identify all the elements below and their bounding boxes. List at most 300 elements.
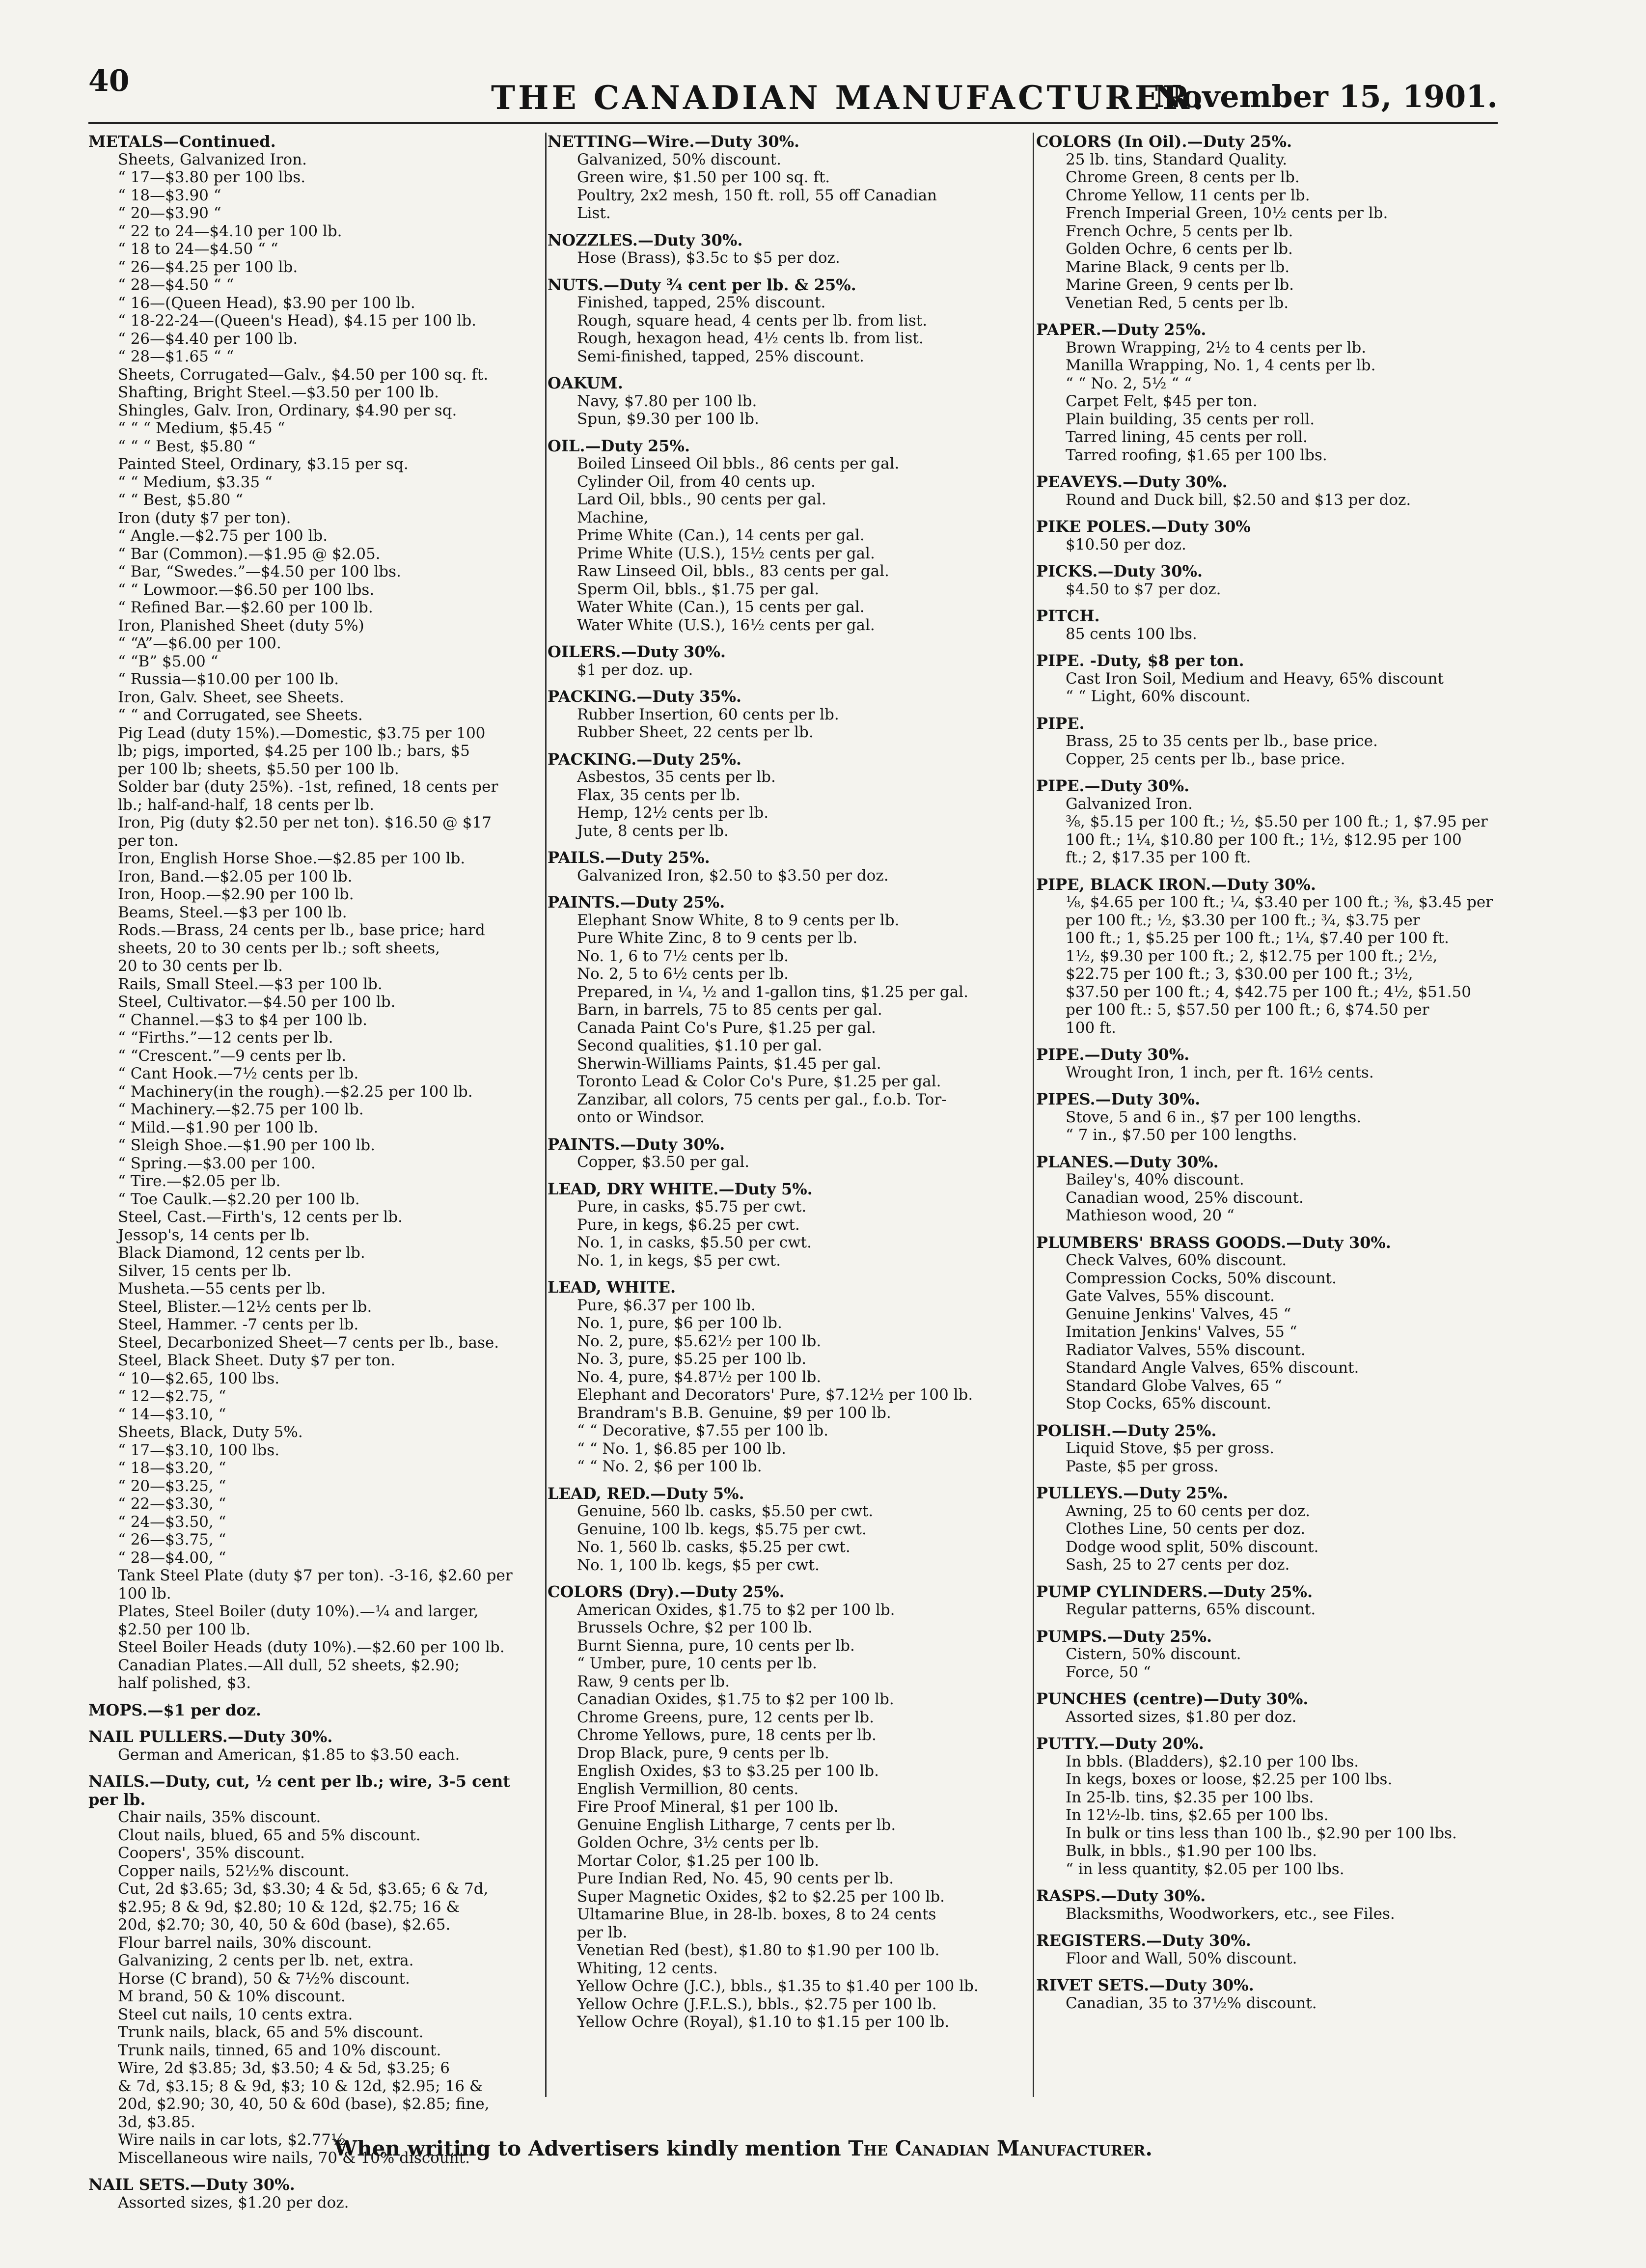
price-line: “ 22 to 24—$4.10 per 100 lb. [118,222,342,240]
price-line: Bulk, in bbls., $1.90 per 100 lbs. [1066,1842,1317,1860]
price-section [1036,1046,1498,1081]
price-line: “ Channel.—$3 to $4 per 100 lb. [118,1011,367,1029]
price-section [1036,1628,1498,1682]
price-line: Shingles, Galv. Iron, Ordinary, $4.90 per sq. [118,401,457,419]
price-section [548,276,1029,366]
price-line: Water White (Can.), 15 cents per gal. [577,598,865,616]
section-title: PUTTY.—Duty 20%. [1036,1734,1204,1753]
price-line: 100 ft.; 1¼, $10.80 per 100 ft.; 1½, $12.95 per 100 [1066,830,1462,849]
price-line: Pure, in casks, $5.75 per cwt. [577,1198,807,1216]
price-line: Poultry, 2x2 mesh, 150 ft. roll, 55 off Canadian [577,186,937,204]
price-line: Floor and Wall, 50% discount. [1066,1949,1297,1967]
price-line: per 100 lb; sheets, $5.50 per 100 lb. [118,760,399,778]
price-line: No. 1, in casks, $5.50 per cwt. [577,1234,812,1251]
section-title: PIPE, BLACK IRON.—Duty 30%. [1036,875,1316,894]
price-line: Plain building, 35 cents per roll. [1066,410,1315,428]
price-line: Super Magnetic Oxides, $2 to $2.25 per 100 lb. [577,1887,945,1906]
price-line: Brussels Ochre, $2 per 100 lb. [577,1619,813,1636]
price-line: Imitation Jenkins' Valves, 55 “ [1066,1323,1297,1341]
section-title: NAIL PULLERS.—Duty 30%. [88,1727,333,1746]
price-line: Rubber Sheet, 22 cents per lb. [577,723,814,741]
price-line: Spun, $9.30 per 100 lb. [577,410,759,428]
price-line: “ 16—(Queen Head), $3.90 per 100 lb. [118,294,415,312]
price-section [548,643,1029,679]
price-line: ⅛, $4.65 per 100 ft.; ¼, $3.40 per 100 ft.; ⅜, $3.45 per [1066,893,1493,911]
section-title: RASPS.—Duty 30%. [1036,1886,1206,1905]
price-line: Sheets, Galvanized Iron. [118,150,307,168]
column-1 [88,132,540,2212]
price-line: 100 lb. [118,1584,171,1603]
price-line: “ “Crescent.”—9 cents per lb. [118,1047,347,1065]
section-title: LEAD, WHITE. [548,1278,676,1297]
price-section [1036,1932,1498,1967]
page-number: 40 [88,64,130,98]
price-line: Horse (C brand), 50 & 7½% discount. [118,1969,410,1988]
price-line: Compression Cocks, 50% discount. [1066,1269,1337,1287]
price-line: Venetian Red (best), $1.80 to $1.90 per 100 lb. [577,1941,940,1959]
price-line: Mathieson wood, 20 “ [1066,1207,1234,1224]
column-divider [545,133,547,2097]
section-title: PICKS.—Duty 30%. [1036,562,1203,581]
price-line: Wrought Iron, 1 inch, per ft. 16½ cents. [1066,1063,1374,1081]
price-line: Iron, Hoop.—$2.90 per 100 lb. [118,885,354,903]
price-line: English Oxides, $3 to $3.25 per 100 lb. [577,1762,879,1780]
price-line: Copper, 25 cents per lb., base price. [1066,750,1345,768]
price-line: “ “ No. 1, $6.85 per 100 lb. [577,1439,786,1458]
price-line: Wire nails in car lots, $2.77½. [118,2131,351,2149]
section-title: RIVET SETS.—Duty 30%. [1036,1976,1254,1994]
price-line: Chrome Yellows, pure, 18 cents per lb. [577,1726,877,1744]
price-line: Steel, Hammer. -7 cents per lb. [118,1316,359,1333]
price-line: Pure, $6.37 per 100 lb. [577,1296,756,1314]
price-line: Steel, Decarbonized Sheet—7 cents per lb., base. [118,1333,499,1352]
price-line: “ 24—$3.50, “ [118,1513,226,1531]
price-line: Musheta.—55 cents per lb. [118,1280,326,1298]
price-line: “ “ Light, 60% discount. [1066,688,1251,705]
price-line: Shafting, Bright Steel.—$3.50 per 100 lb. [118,384,439,401]
price-line: “ 26—$4.25 per 100 lb. [118,258,298,276]
price-line: Genuine, 560 lb. casks, $5.50 per cwt. [577,1502,874,1520]
price-line: Sheets, Black, Duty 5%. [118,1423,303,1441]
price-line: lb.; half-and-half, 18 cents per lb. [118,796,374,814]
price-line: 100 ft.; 1, $5.25 per 100 ft.; 1¼, $7.40 per 100 ft. [1066,929,1449,947]
price-line: “ 18—$3.20, “ [118,1459,226,1477]
price-line: Manilla Wrapping, No. 1, 4 cents per lb. [1066,357,1376,374]
section-title: PAILS.—Duty 25%. [548,848,710,867]
price-line: “ “ No. 2, $6 per 100 lb. [577,1458,762,1475]
price-line: Fire Proof Mineral, $1 per 100 lb. [577,1798,839,1816]
price-section [88,1728,540,1764]
price-line: Blacksmiths, Woodworkers, etc., see Files. [1066,1905,1395,1923]
price-line: Brown Wrapping, 2½ to 4 cents per lb. [1066,338,1367,357]
issue-date: November 15, 1901. [1154,79,1498,114]
section-title: OILERS.—Duty 30%. [548,642,726,661]
price-line: Marine Black, 9 cents per lb. [1066,258,1290,276]
price-line: Boiled Linseed Oil bbls., 86 cents per gal. [577,455,900,472]
price-line: No. 1, in kegs, $5 per cwt. [577,1251,781,1270]
price-line: Asbestos, 35 cents per lb. [577,768,776,786]
price-line: In 25-lb. tins, $2.35 per 100 lbs. [1066,1788,1314,1806]
section-title: PIPE. -Duty, $8 per ton. [1036,651,1244,670]
price-line: Ultamarine Blue, in 28-lb. boxes, 8 to 24 cents [577,1906,936,1923]
price-line: Mortar Color, $1.25 per 100 lb. [577,1852,820,1870]
price-line: Cut, 2d $3.65; 3d, $3.30; 4 & 5d, $3.65; 6 & 7d, [118,1880,489,1898]
price-line: No. 1, 560 lb. casks, $5.25 per cwt. [577,1538,850,1556]
price-line: Canadian Oxides, $1.75 to $2 per 100 lb. [577,1690,894,1708]
price-line: Semi-finished, tapped, 25% discount. [577,347,864,365]
section-title: NUTS.—Duty ¾ cent per lb. & 25%. [548,275,856,294]
price-section [1036,652,1498,706]
price-line: “ 26—$3.75, “ [118,1531,226,1549]
price-line: Copper, $3.50 per gal. [577,1153,750,1171]
price-line: Brandram's B.B. Genuine, $9 per 100 lb. [577,1404,891,1422]
price-section [1036,1153,1498,1225]
section-title: PIPES.—Duty 30%. [1036,1090,1201,1108]
price-line: Carpet Felt, $45 per ton. [1066,392,1258,410]
price-line: “ Mild.—$1.90 per 100 lb. [118,1118,319,1136]
header-rule [88,122,1498,124]
section-title: PUNCHES (centre)—Duty 30%. [1036,1689,1309,1708]
section-title: PUMP CYLINDERS.—Duty 25%. [1036,1582,1313,1601]
price-line: Steel, Black Sheet. Duty $7 per ton. [118,1352,395,1369]
price-line: $4.50 to $7 per doz. [1066,580,1221,598]
price-line: “ “ and Corrugated, see Sheets. [118,706,363,724]
price-section [1036,1583,1498,1619]
price-line: sheets, 20 to 30 cents per lb.; soft sheets, [118,939,440,957]
section-title: NAILS.—Duty, cut, ½ cent per lb.; wire, 3-5 cent per lb. [88,1772,511,1809]
price-line: Elephant Snow White, 8 to 9 cents per lb. [577,911,900,929]
price-line: $2.95; 8 & 9d, $2.80; 10 & 12d, $2.75; 16 & [118,1898,460,1916]
price-line: Sherwin-Williams Paints, $1.45 per gal. [577,1054,881,1073]
section-title: REGISTERS.—Duty 30%. [1036,1931,1251,1950]
price-line: Force, 50 “ [1066,1663,1151,1681]
publication-title: THE CANADIAN MANUFACTURER. [491,79,1207,117]
footer-note [334,2136,1152,2160]
price-line: Cistern, 50% discount. [1066,1645,1241,1663]
price-line: Galvanized Iron, $2.50 to $3.50 per doz. [577,866,889,885]
price-line: Genuine English Litharge, 7 cents per lb. [577,1816,896,1834]
price-line: “ 17—$3.10, 100 lbs. [118,1441,280,1459]
price-line: “ 18 to 24—$4.50 “ “ [118,240,278,258]
price-line: Gate Valves, 55% discount. [1066,1287,1275,1305]
price-line: Beams, Steel.—$3 per 100 lb. [118,903,347,921]
price-line: Raw Linseed Oil, bbls., 83 cents per gal. [577,562,889,580]
price-line: Flax, 35 cents per lb. [577,786,741,804]
price-line: $10.50 per doz. [1066,535,1186,553]
price-line: “ “ “ Best, $5.80 “ [118,437,256,455]
price-line: “ “B” $5.00 “ [118,652,219,670]
price-line: Steel, Cultivator.—$4.50 per 100 lb. [118,993,396,1011]
price-line: Prime White (Can.), 14 cents per gal. [577,526,865,544]
price-line: Steel cut nails, 10 cents extra. [118,2005,353,2023]
section-title: NETTING—Wire.—Duty 30%. [548,132,800,151]
price-line: Yellow Ochre (Royal), $1.10 to $1.15 per 100 lb. [577,2013,950,2031]
price-line: $22.75 per 100 ft.; 3, $30.00 per 100 ft.; 3½, [1066,965,1413,983]
price-line: “ 28—$4.00, “ [118,1549,226,1567]
price-line: $2.50 per 100 lb. [118,1620,251,1638]
price-line: Hose (Brass), $3.5c to $5 per doz. [577,249,840,267]
price-line: Tank Steel Plate (duty $7 per ton). -3-16, $2.60 per [118,1567,513,1584]
price-section [1036,562,1498,598]
price-line: Iron, Band.—$2.05 per 100 lb. [118,867,353,885]
price-line: Rough, hexagon head, 4½ cents lb. from list. [577,330,924,347]
price-line: Iron, Planished Sheet (duty 5%) [118,616,364,635]
price-line: Iron, Galv. Sheet, see Sheets. [118,688,344,706]
price-line: Steel, Blister.—12½ cents per lb. [118,1298,372,1316]
section-title: PIPE.—Duty 30%. [1036,1045,1190,1064]
section-title: MOPS.—$1 per doz. [88,1700,261,1719]
price-section [548,133,1029,222]
price-section [88,1772,540,2167]
section-title: PIKE POLES.—Duty 30% [1036,517,1251,536]
price-section [548,750,1029,840]
price-line: “ “ “ Medium, $5.45 “ [118,419,285,437]
price-line: Sheets, Corrugated—Galv., $4.50 per 100 sq. ft. [118,365,489,384]
price-line: Yellow Ochre (J.C.), bbls., $1.35 to $1.40 per 100 lb. [577,1977,979,1995]
price-line: Canada Paint Co's Pure, $1.25 per gal. [577,1019,876,1037]
price-line: 100 ft. [1066,1019,1116,1037]
section-title: OAKUM. [548,374,623,392]
price-line: Bailey's, 40% discount. [1066,1171,1244,1189]
price-line: “ Russia—$10.00 per 100 lb. [118,670,339,688]
price-line: Toronto Lead & Color Co's Pure, $1.25 per gal. [577,1073,941,1090]
price-line: “ “ Lowmoor.—$6.50 per 100 lbs. [118,581,375,599]
price-line: “ “ No. 2, 5½ “ “ [1066,374,1192,392]
price-line: Assorted sizes, $1.80 per doz. [1066,1708,1297,1726]
section-title: PAPER.—Duty 25%. [1036,320,1207,339]
price-line: “ 14—$3.10, “ [118,1405,226,1423]
price-line: Zanzibar, all colors, 75 cents per gal., f.o.b. Tor- [577,1090,947,1108]
section-title: NAIL SETS.—Duty 30%. [88,2175,295,2194]
price-line: Canadian Plates.—All dull, 52 sheets, $2.90; [118,1656,460,1674]
price-line: per 100 ft.: 5, $57.50 per 100 ft.; 6, $74.50 per [1066,1001,1429,1019]
price-line: In bulk or tins less than 100 lb., $2.90 per 100 lbs. [1066,1824,1457,1842]
price-line: “ 10—$2.65, 100 lbs. [118,1369,280,1387]
section-title: PACKING.—Duty 35%. [548,687,741,706]
price-line: 85 cents 100 lbs. [1066,625,1197,643]
price-section [88,133,540,1692]
price-line: Galvanizing, 2 cents per lb. net, extra. [118,1952,414,1969]
price-line: & 7d, $3.15; 8 & 9d, $3; 10 & 12d, $2.95; 16 & [118,2077,483,2095]
price-line: “ 17—$3.80 per 100 lbs. [118,168,306,186]
price-section [1036,1484,1498,1574]
price-section [548,231,1029,267]
price-section [88,1701,540,1719]
price-line: No. 1, pure, $6 per 100 lb. [577,1314,782,1332]
price-line: Clout nails, blued, 65 and 5% discount. [118,1826,421,1844]
section-title: PEAVEYS.—Duty 30%. [1036,472,1228,491]
price-line: “ 7 in., $7.50 per 100 lengths. [1066,1126,1297,1144]
price-line: Burnt Sienna, pure, 10 cents per lb. [577,1636,855,1655]
price-line: 3d, $3.85. [118,2113,195,2131]
price-line: Chrome Yellow, 11 cents per lb. [1066,186,1310,204]
price-line: $37.50 per 100 ft.; 4, $42.75 per 100 ft.; 4½, $51.50 [1066,983,1471,1001]
price-line: Wire, 2d $3.85; 3d, $3.50; 4 & 5d, $3.25; 6 [118,2059,450,2077]
price-line: Plates, Steel Boiler (duty 10%).—¼ and larger, [118,1603,479,1620]
section-title: PIPE. [1036,714,1085,733]
price-line: “ in less quantity, $2.05 per 100 lbs. [1066,1860,1344,1878]
price-line: Stop Cocks, 65% discount. [1066,1395,1271,1412]
price-line: Pure, in kegs, $6.25 per cwt. [577,1216,800,1234]
price-line: Stove, 5 and 6 in., $7 per 100 lengths. [1066,1108,1362,1126]
price-line: Hemp, 12½ cents per lb. [577,804,769,822]
section-title: LEAD, RED.—Duty 5%. [548,1484,744,1503]
price-line: Jessop's, 14 cents per lb. [118,1226,310,1244]
column-2 [548,133,1029,2146]
price-line: Iron, Pig (duty $2.50 per net ton). $16.50 @ $17 [118,814,492,831]
price-line: Cylinder Oil, from 40 cents up. [577,472,816,491]
section-title: PITCH. [1036,607,1100,625]
price-line: Golden Ochre, 3½ cents per lb. [577,1834,819,1852]
price-section [1036,321,1498,464]
price-line: Pure White Zinc, 8 to 9 cents per lb. [577,929,858,947]
price-section [1036,607,1498,643]
price-line: Sperm Oil, bbls., $1.75 per gal. [577,580,820,598]
price-line: Steel Boiler Heads (duty 10%).—$2.60 per 100 lb. [118,1638,505,1656]
price-line: Canadian wood, 25% discount. [1066,1189,1304,1207]
section-title: POLISH.—Duty 25%. [1036,1421,1217,1440]
section-title: PAINTS.—Duty 25%. [548,893,725,912]
price-section [1036,1735,1498,1878]
price-line: Venetian Red, 5 cents per lb. [1066,294,1289,312]
price-line: “ 28—$1.65 “ “ [118,348,234,365]
section-title: NOZZLES.—Duty 30%. [548,230,743,249]
price-line: Chrome Green, 8 cents per lb. [1066,168,1300,186]
price-line: “ 28—$4.50 “ “ [118,276,234,294]
price-line: “ Sleigh Shoe.—$1.90 per 100 lb. [118,1136,375,1154]
section-title: PULLEYS.—Duty 25%. [1036,1484,1228,1502]
price-line: Standard Globe Valves, 65 “ [1066,1377,1282,1395]
price-section [548,374,1029,428]
price-line: Prepared, in ¼, ½ and 1-gallon tins, $1.25 per gal. [577,983,968,1001]
price-line: “ Bar (Common).—$1.95 @ $2.05. [118,545,381,563]
price-line: No. 2, pure, $5.62½ per 100 lb. [577,1332,822,1350]
price-line: Tarred roofing, $1.65 per 100 lbs. [1066,446,1327,464]
price-line: Cast Iron Soil, Medium and Heavy, 65% discount [1066,669,1444,688]
price-line: Copper nails, 52½% discount. [118,1862,350,1880]
price-section [1036,1690,1498,1726]
price-section [548,1135,1029,1171]
price-line: In kegs, boxes or loose, $2.25 per 100 lbs. [1066,1770,1393,1788]
footer-text: When writing to Advertisers kindly mention [334,2136,841,2160]
section-title: PACKING.—Duty 25%. [548,749,741,769]
price-line: Tarred lining, 45 cents per roll. [1066,428,1308,446]
price-line: “ “ Best, $5.80 “ [118,491,244,509]
price-line: No. 3, pure, $5.25 per 100 lb. [577,1350,807,1368]
price-line: French Ochre, 5 cents per lb. [1066,222,1293,240]
price-line: No. 1, 6 to 7½ cents per lb. [577,947,789,965]
price-line: “ Cant Hook.—7½ cents per lb. [118,1065,359,1082]
price-section [1036,133,1498,312]
page-header [88,64,1498,118]
price-line: Galvanized, 50% discount. [577,150,781,168]
price-line: English Vermillion, 80 cents. [577,1780,799,1798]
price-line: “ Umber, pure, 10 cents per lb. [577,1655,817,1672]
price-section [548,1278,1029,1476]
price-section [1036,777,1498,867]
section-title: PIPE.—Duty 30%. [1036,776,1190,795]
price-line: Elephant and Decorators' Pure, $7.12½ per 100 lb. [577,1386,973,1404]
column-divider [1033,133,1034,2097]
price-line: Trunk nails, black, 65 and 5% discount. [118,2023,424,2041]
price-line: Standard Angle Valves, 65% discount. [1066,1359,1359,1377]
price-line: Silver, 15 cents per lb. [118,1262,292,1280]
price-line: “ “Firths.”—12 cents per lb. [118,1029,333,1047]
price-line: Liquid Stove, $5 per gross. [1066,1439,1275,1457]
price-section [548,849,1029,885]
price-line: “ 26—$4.40 per 100 lb. [118,330,298,348]
price-line: onto or Windsor. [577,1108,705,1126]
price-line: Drop Black, pure, 9 cents per lb. [577,1744,829,1762]
price-line: Radiator Valves, 55% discount. [1066,1341,1306,1359]
price-line: “ 22—$3.30, “ [118,1495,226,1513]
price-line: Clothes Line, 50 cents per doz. [1066,1520,1306,1538]
price-line: M brand, 50 & 10% discount. [118,1988,346,2005]
price-line: Assorted sizes, $1.20 per doz. [118,2193,349,2212]
price-line: Lard Oil, bbls., 90 cents per gal. [577,491,826,508]
price-section [1036,1422,1498,1476]
price-line: “ Tire.—$2.05 per lb. [118,1172,281,1190]
price-line: “ 18-22-24—(Queen's Head), $4.15 per 100 lb. [118,312,477,330]
price-line: “ Angle.—$2.75 per 100 lb. [118,527,328,545]
price-line: List. [577,204,611,222]
price-line: Jute, 8 cents per lb. [577,822,729,840]
price-line: Sash, 25 to 27 cents per doz. [1066,1556,1290,1574]
price-section [548,893,1029,1127]
price-section [1036,1234,1498,1413]
price-line: Galvanized Iron. [1066,795,1193,813]
price-line: “ “ Decorative, $7.55 per 100 lb. [577,1422,828,1439]
price-line: Genuine Jenkins' Valves, 45 “ [1066,1305,1291,1323]
price-section [548,1485,1029,1575]
price-line: “ Machinery.—$2.75 per 100 lb. [118,1101,364,1118]
price-line: Water White (U.S.), 16½ cents per gal. [577,616,875,634]
price-line: “ Spring.—$3.00 per 100. [118,1154,316,1172]
price-line: Trunk nails, tinned, 65 and 10% discount. [118,2041,441,2059]
section-title: COLORS (Dry).—Duty 25%. [548,1582,785,1601]
price-line: “ 12—$2.75, “ [118,1387,226,1405]
price-line: Chrome Greens, pure, 12 cents per lb. [577,1708,874,1726]
price-line: “ 20—$3.25, “ [118,1477,226,1495]
price-line: 25 lb. tins, Standard Quality. [1066,150,1288,168]
price-line: Machine, [577,508,649,526]
section-title: PAINTS.—Duty 30%. [548,1134,725,1154]
price-line: Pure Indian Red, No. 45, 90 cents per lb. [577,1870,894,1887]
price-line: Awning, 25 to 60 cents per doz. [1066,1502,1310,1520]
price-line: Paste, $5 per gross. [1066,1457,1219,1475]
price-line: Coopers', 35% discount. [118,1844,305,1862]
price-section [1036,1887,1498,1923]
price-line: “ Bar, “Swedes.”—$4.50 per 100 lbs. [118,563,401,581]
price-line: per lb. [577,1923,628,1941]
price-line: Finished, tapped, 25% discount. [577,294,826,311]
price-line: Rods.—Brass, 24 cents per lb., base price; hard [118,921,485,939]
price-line: No. 4, pure, $4.87½ per 100 lb. [577,1368,822,1386]
section-title: PUMPS.—Duty 25%. [1036,1627,1212,1646]
price-section [1036,518,1498,553]
price-line: Prime White (U.S.), 15½ cents per gal. [577,544,875,562]
price-line: Steel, Cast.—Firth's, 12 cents per lb. [118,1208,403,1226]
price-line: 1½, $9.30 per 100 ft.; 2, $12.75 per 100 ft.; 2½, [1066,947,1438,965]
price-line: Painted Steel, Ordinary, $3.15 per sq. [118,455,409,473]
section-title: COLORS (In Oil).—Duty 25%. [1036,132,1292,151]
price-line: Black Diamond, 12 cents per lb. [118,1244,365,1262]
price-line: 20d, $2.70; 30, 40, 50 & 60d (base), $2.65. [118,1916,451,1934]
price-line: Pig Lead (duty 15%).—Domestic, $3.75 per 100 [118,724,486,742]
price-line: “ Toe Caulk.—$2.20 per 100 lb. [118,1190,360,1208]
price-line: German and American, $1.85 to $3.50 each. [118,1745,460,1764]
section-title: OIL.—Duty 25%. [548,436,690,455]
